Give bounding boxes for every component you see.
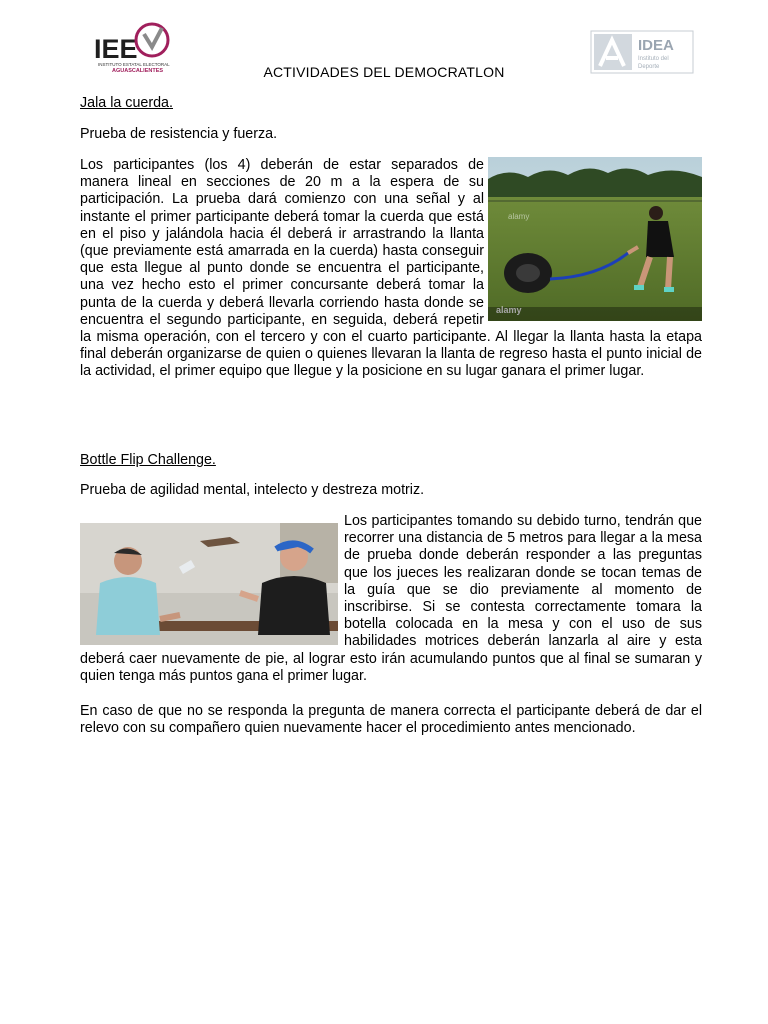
section1-paragraph [80,157,702,381]
iee-logo-line2: AGUASCALIENTES [112,68,164,74]
section2-heading: Bottle Flip Challenge. [80,452,216,468]
idea-logo-line2: Deporte [638,64,660,70]
photo-watermark-mid: alamy [508,212,530,221]
section2-subtitle: Prueba de agilidad mental, intelecto y destreza motriz. [80,482,425,498]
page-title: ACTIVIDADES DEL DEMOCRATLON [263,64,505,80]
iee-logo-line1: INSTITUTO ESTATAL ELECTORAL [98,62,170,67]
idea-logo-name: IDEA [638,37,674,54]
tire-pull-photo [488,157,702,321]
section2-closing: En caso de que no se responda la pregunta de manera correcta el participante deberá de dar el relevo con su compañero quien nuevamente hacer el procedimiento antes mencionado. [80,703,702,737]
photo-watermark: alamy [496,305,522,315]
section1-heading: Jala la cuerda. [80,95,173,111]
section1-subtitle: Prueba de resistencia y fuerza. [80,126,278,142]
section2-body: Los participantes tomando su debido turno, tendrán que recorrer una distancia de 5 metros para llegar a la mesa de prueba donde deberán responder a las preguntas que los jueces les realizaran donde se tocan temas de la guía que se dio previamente al momento de inscribirse. Si se contesta correctamente tomara la botella colocada en la mesa y con el uso de sus habilidades motrices deberán lanzarla al aire y esta deberá caer nuevamente de pie, al lograr esto irán acumulando puntos que al final se sumaran y quien tenga más puntos gana el primer lugar. [80,513,702,684]
iee-logo-letters: IEE [94,34,138,64]
section1-body: Los participantes (los 4) deberán de estar separados de manera lineal en secciones de 20 m a la espera de su participación. La prueba dará comienzo con una señal y al instante el primer participante deberá tomar la cuerda que está en el piso y jalándola hacia él deberá ir arrastrando la llanta (que previamente está amarrada en la cuerda) hasta conseguir que esta llegue al punto donde se encuentra el participante, una vez hecho esto el primer concursante deberá tomar la punta de la cuerda y deberá llevarla corriendo hasta donde se encuentra el segundo participante, en seguida, deberá repetir la misma operación, con el tercero y con el cuarto participante. Al llegar la llanta hasta la etapa final deberán organizarse de quien o quienes llevaran la llanta de regreso hasta el punto inicial de la actividad, el primer equipo que llegue y la posicione en su lugar ganara el primer lugar. [80,157,702,380]
section2-paragraph [80,513,702,685]
idea-logo-line1: Instituto del [638,56,669,62]
bottle-flip-photo [80,513,338,635]
